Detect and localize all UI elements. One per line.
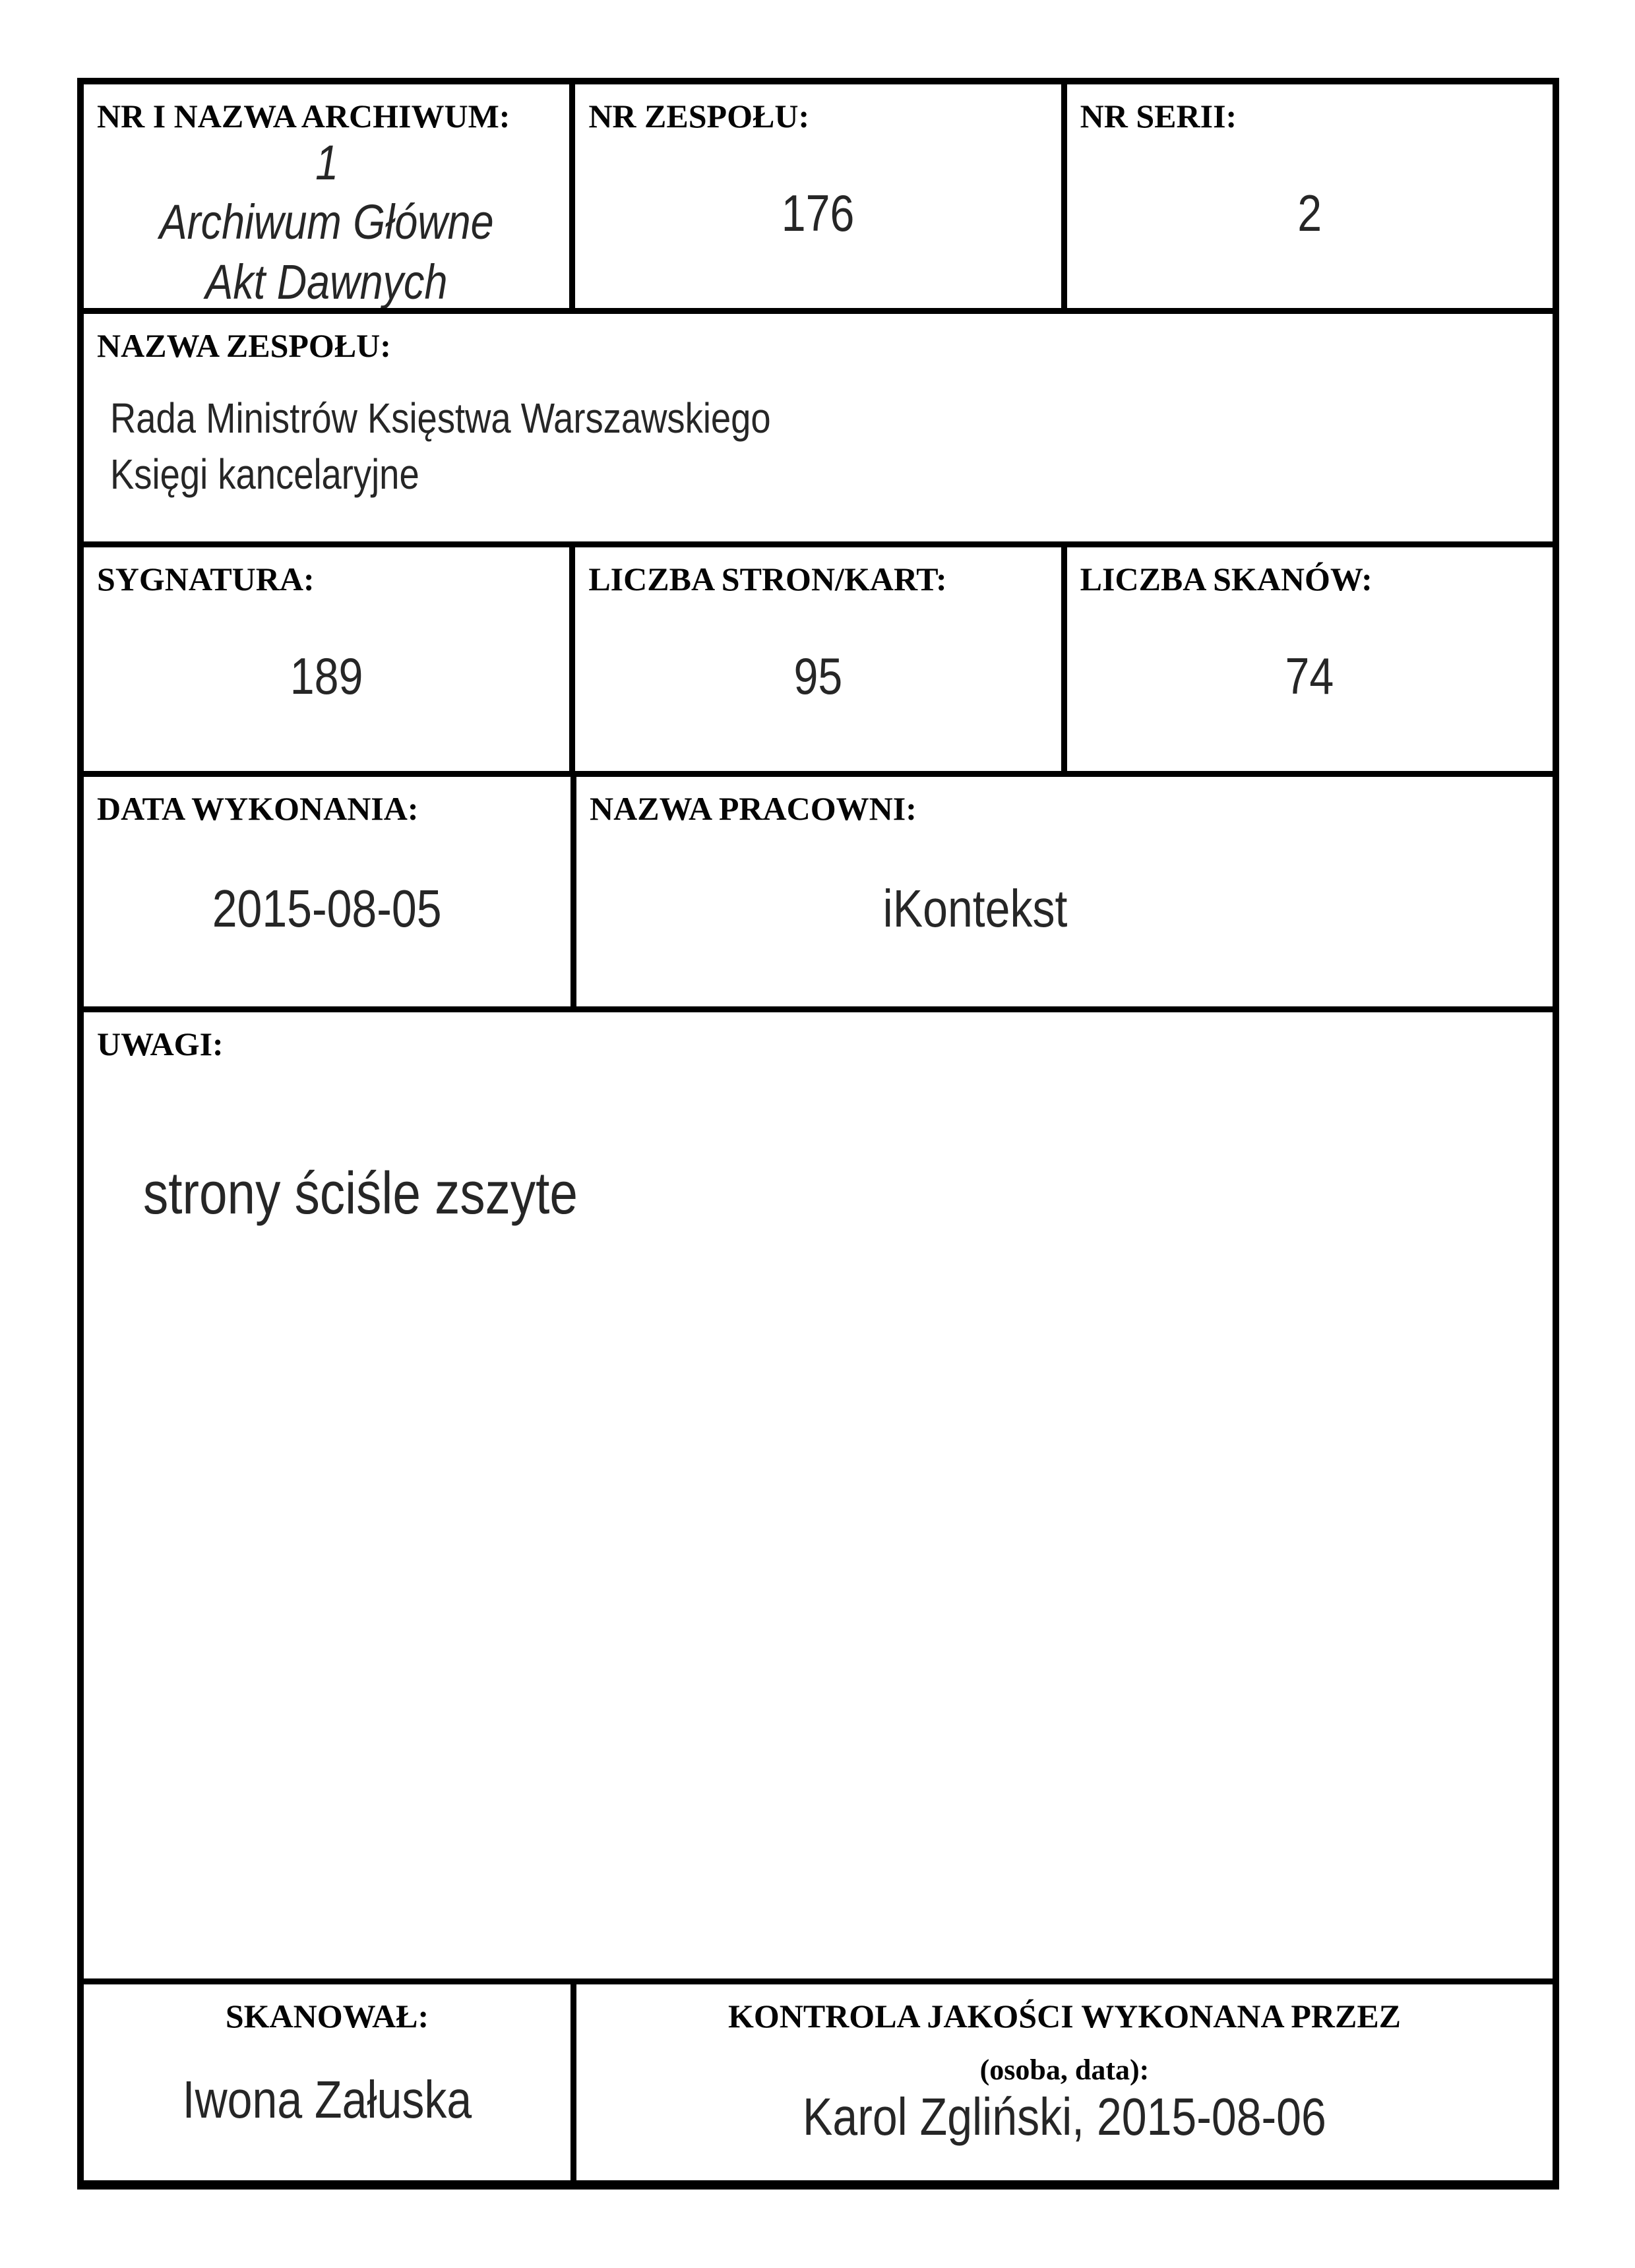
cell-date-made (84, 777, 571, 1006)
row-signoff (84, 1984, 1553, 2180)
series-number-value: 2 (1297, 184, 1322, 242)
quality-control-sublabel: (osoba, data): (979, 2054, 1150, 2087)
date-made-value: 2015-08-05 (212, 879, 442, 938)
cell-scanned-by (84, 1984, 571, 2180)
scanned-by-value: Iwona Załuska (182, 2069, 472, 2129)
archive-number: 1 (315, 135, 338, 190)
pages-count-value: 95 (793, 647, 843, 705)
archive-name-line1: Archiwum Główne (159, 195, 494, 250)
workshop-label: NAZWA PRACOWNI: (590, 790, 917, 828)
workshop-value: iKontekst (883, 879, 1068, 938)
fonds-number-value: 176 (782, 184, 855, 242)
date-made-label: DATA WYKONANIA: (97, 790, 419, 828)
cell-signature (84, 547, 569, 772)
row-archive-info (84, 84, 1553, 308)
series-number-label: NR SERII: (1080, 98, 1237, 135)
remarks-value: strony ściśle zszyte (143, 1160, 578, 1227)
cell-series-number (1067, 84, 1553, 308)
cell-quality-control (576, 1984, 1553, 2180)
fonds-name-label: NAZWA ZESPOŁU: (97, 327, 391, 364)
row-remarks (84, 1012, 1553, 1978)
quality-control-value: Karol Zgliński, 2015-08-06 (803, 2087, 1326, 2147)
cell-pages-count (575, 547, 1061, 772)
remarks-label: UWAGI: (97, 1025, 224, 1062)
archive-label: NR I NAZWA ARCHIWUM: (97, 98, 510, 135)
scanned-by-label: SKANOWAŁ: (225, 1998, 429, 2035)
signature-value: 189 (290, 647, 363, 705)
cell-workshop (576, 777, 1553, 1006)
fonds-name-line2: Księgi kancelaryjne (110, 450, 419, 499)
archive-value (97, 133, 556, 308)
fonds-name-value (97, 390, 1539, 503)
row-counts (84, 547, 1553, 772)
quality-control-label: KONTROLA JAKOŚCI WYKONANA PRZEZ (727, 1998, 1402, 2035)
signature-label: SYGNATURA: (97, 560, 315, 598)
row-fonds-name (84, 314, 1553, 541)
metadata-table (77, 78, 1559, 2190)
cell-remarks (84, 1012, 1553, 1978)
scans-count-label: LICZBA SKANÓW: (1080, 560, 1373, 598)
fonds-number-label: NR ZESPOŁU: (588, 98, 810, 135)
row-execution (84, 777, 1553, 1006)
scans-count-value: 74 (1285, 647, 1334, 705)
fonds-name-line1: Rada Ministrów Księstwa Warszawskiego (110, 394, 771, 442)
pages-count-label: LICZBA STRON/KART: (588, 560, 947, 598)
archive-name-line2: Akt Dawnych (205, 254, 448, 308)
cell-fonds-number (575, 84, 1061, 308)
cell-scans-count (1067, 547, 1553, 772)
cell-fonds-name (84, 314, 1553, 541)
cell-archive (84, 84, 569, 308)
